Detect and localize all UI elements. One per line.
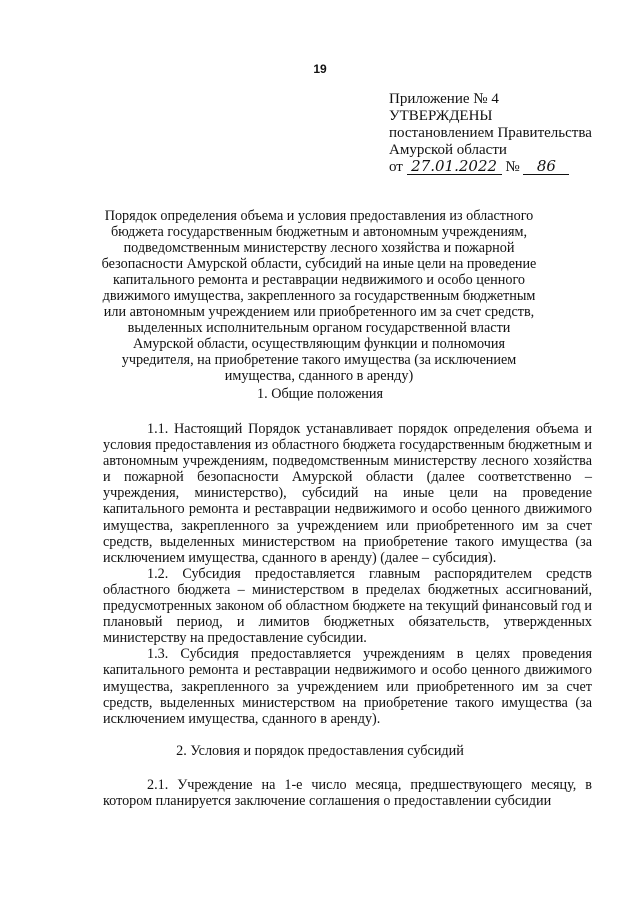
paragraph-1-2: 1.2. Субсидия предоставляется главным распорядителем средств областного бюджета – министерством в пределах бюджетных ассигнований, предусмотренных законом об областном бюджете на текущий финансовый год и плановый период, и лимитов бюджетных обязательств, утвержденных министерству на предоставление субсидии.	[103, 565, 592, 647]
date-prefix: от	[389, 159, 403, 175]
section-body-conditions	[103, 777, 592, 809]
paragraph-1-1: 1.1. Настоящий Порядок устанавливает порядок определения объема и условия предоставления из областного бюджета государственным бюджетным и автономным учреждениям, подведомственным министерству лесного хозяйства и пожарной безопасности Амурской области (далее соответственно – учреждения, министерство), субсидий на иные цели на проведение капитального ремонта и реставрации недвижимого и особо ценного движимого имущества, закрепленного за учреждением или приобретенного им за счет средств, выделенных министерством на приобретение такого имущества (за исключением имущества, сданного в аренду) (далее – субсидия).	[103, 421, 592, 566]
section-body-general	[103, 421, 592, 727]
approved-label: УТВЕРЖДЕНЫ	[389, 108, 493, 124]
handwritten-number: 86	[523, 159, 569, 175]
paragraph-1-3: 1.3. Субсидия предоставляется учреждениям в целях проведения капитального ремонта и реставрации недвижимого и особо ценного движимого имущества, закрепленного за учреждением или приобретенного им за счет средств, выделенных министерством на приобретение такого имущества (за исключением имущества, сданного в аренду).	[103, 646, 592, 727]
appendix-label: Приложение № 4	[389, 91, 499, 107]
section-heading-conditions: 2. Условия и порядок предоставления субсидий	[176, 743, 464, 759]
handwritten-date: 27.01.2022	[407, 159, 502, 175]
number-prefix: №	[505, 159, 520, 175]
approval-block	[389, 91, 619, 176]
region-label: Амурской области	[389, 142, 507, 158]
resolution-label: постановлением Правительства	[389, 125, 592, 141]
document-title: Порядок определения объема и условия предоставления из областного бюджета государственным бюджетным и автономным учреждениям, подведомственным министерству лесного хозяйства и пожарной безопасности Амурской области, субсидий на иные цели на проведение капитального ремонта и реставрации недвижимого и особо ценного движимого имущества, закрепленного за государственным бюджетным или автономным учреждением или приобретенного им за счет средств, выделенных исполнительным органом государственной власти Амурской области, осуществляющим функции и полномочия учредителя, на приобретение такого имущества (за исключением имущества, сданного в аренду)	[101, 208, 537, 384]
paragraph-2-1: 2.1. Учреждение на 1-е число месяца, предшествующего месяцу, в котором планируется заключение соглашения о предоставлении субсидии	[103, 777, 592, 810]
page-number: 19	[313, 62, 327, 76]
section-heading-general: 1. Общие положения	[257, 386, 383, 402]
date-number-line	[389, 159, 619, 176]
